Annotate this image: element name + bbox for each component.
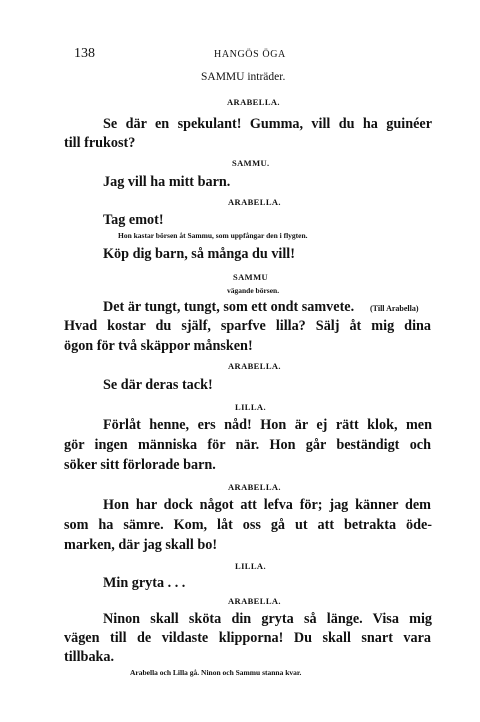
dialogue-line: tillbaka. [64,649,115,665]
stage-direction: SAMMU inträder. [201,71,286,83]
dialogue-line: Se där en spekulant! Gumma, vill du ha guinéer [103,116,432,132]
speaker-name: ARABELLA. [228,596,281,606]
dialogue-line: söker sitt förlorade barn. [64,457,216,473]
dialogue-line: som ha sämre. Kom, låt oss gå ut att betrakta öde- [64,517,432,533]
speaker-name: SAMMU. [232,158,270,168]
speaker-name: SAMMU [233,272,269,282]
speaker-name: LILLA. [235,402,266,412]
dialogue-line: Se där deras tack! [103,377,213,393]
dialogue-line: Hvad kostar du själf, sparfve lilla? Sälj åt mig dina [64,318,431,334]
speaker-name: ARABELLA. [228,197,281,207]
speaker-name: ARABELLA. [228,361,281,371]
speaker-name: LILLA. [235,561,266,571]
dialogue-line: till frukost? [64,135,136,151]
stage-direction: Hon kastar börsen åt Sammu, som uppfångar den i flygten. [118,231,308,240]
dialogue-line: Ninon skall sköta din gryta så länge. Visa mig [103,611,432,627]
dialogue-line: Jag vill ha mitt barn. [103,174,231,190]
dialogue-line: Tag emot! [103,212,164,228]
speaker-name: ARABELLA. [227,97,280,107]
dialogue-line: Det är tungt, tungt, som ett ondt samvete. [103,299,355,315]
page-number: 138 [74,46,95,61]
dialogue-line: marken, där jag skall bo! [64,537,218,553]
dialogue-line: vägen till de vildaste klipporna! Du skall snart vara [64,630,431,646]
stage-direction: vägande börsen. [227,286,280,295]
stage-direction: (Till Arabella) [370,304,419,313]
dialogue-line: ögon för två skäppor månsken! [64,338,253,354]
stage-direction: Arabella och Lilla gå. Ninon och Sammu stanna kvar. [130,668,302,677]
running-title: HANGÖS ÖGA [214,49,286,60]
dialogue-line: Min gryta . . . [103,575,186,591]
dialogue-line: gör ingen människa för när. Hon går beständigt och [64,437,431,453]
speaker-name: ARABELLA. [228,482,281,492]
dialogue-line: Förlåt henne, ers nåd! Hon är ej rätt klok, men [103,417,432,433]
dialogue-line: Köp dig barn, så många du vill! [103,246,295,262]
dialogue-line: Hon har dock något att lefva för; jag känner dem [103,497,431,513]
